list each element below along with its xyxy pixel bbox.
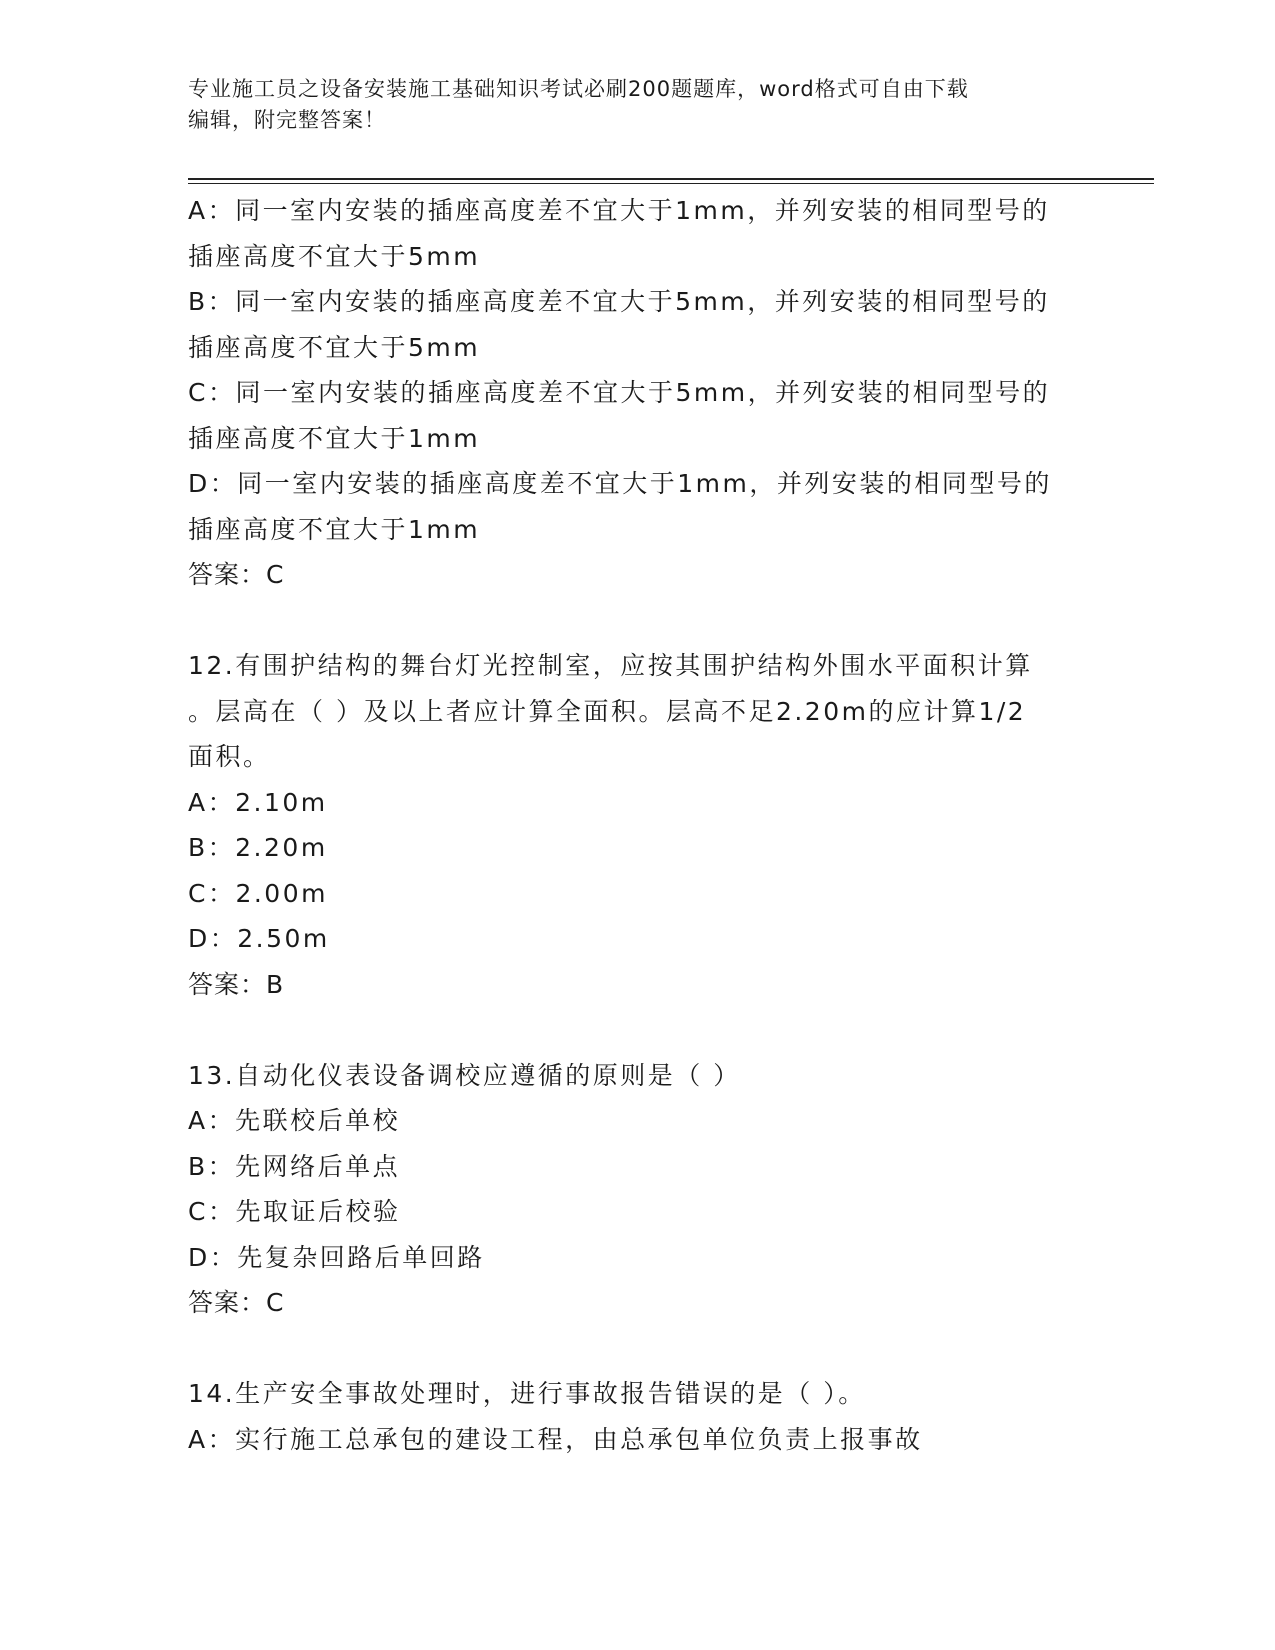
- option-c-line-2: 插座高度不宜大于1mm: [188, 423, 481, 453]
- spacer: [188, 1326, 1088, 1372]
- option-d: D：先复杂回路后单回路: [188, 1242, 485, 1272]
- option-d-line-2: 插座高度不宜大于1mm: [188, 514, 481, 544]
- option-d: D：2.50m: [188, 924, 330, 953]
- option-a: A：先联校后单校: [188, 1106, 401, 1135]
- question-13: [188, 1053, 1088, 1326]
- option-b: B：2.20m: [188, 833, 328, 862]
- answer-label: 答案：B: [188, 969, 285, 999]
- document-header: [188, 74, 1078, 136]
- question-12: [188, 643, 1088, 1007]
- header-divider-thin: [188, 183, 1154, 184]
- option-a-line-1: A：同一室内安装的插座高度差不宜大于1mm，并列安装的相同型号的: [188, 196, 1050, 225]
- question-11: [188, 188, 1088, 598]
- question-text: 13.自动化仪表设备调校应遵循的原则是（ ）: [188, 1060, 741, 1090]
- option-b-line-2: 插座高度不宜大于5mm: [188, 332, 481, 362]
- question-14: [188, 1371, 1088, 1462]
- header-title-line-2: 编辑，附完整答案！: [188, 108, 386, 132]
- option-b: B：先网络后单点: [188, 1151, 401, 1181]
- header-divider-thick: [188, 178, 1154, 180]
- option-d-line-1: D：同一室内安装的插座高度差不宜大于1mm，并列安装的相同型号的: [188, 469, 1052, 498]
- option-a: A：2.10m: [188, 787, 328, 817]
- answer-label: 答案：C: [188, 1288, 285, 1317]
- answer-label: 答案：C: [188, 560, 285, 589]
- spacer: [188, 598, 1088, 644]
- option-c: C：先取证后校验: [188, 1197, 401, 1226]
- header-title-line-1: 专业施工员之设备安装施工基础知识考试必刷200题题库，word格式可自由下载: [188, 77, 969, 101]
- question-text-line-3: 面积。: [188, 742, 271, 771]
- question-list: [188, 188, 1088, 1462]
- option-a: A：实行施工总承包的建设工程，由总承包单位负责上报事故: [188, 1424, 923, 1454]
- question-text-line-1: 12.有围护结构的舞台灯光控制室，应按其围护结构外围水平面积计算: [188, 651, 1033, 680]
- option-c-line-1: C：同一室内安装的插座高度差不宜大于5mm，并列安装的相同型号的: [188, 378, 1051, 407]
- option-a-line-2: 插座高度不宜大于5mm: [188, 241, 481, 271]
- spacer: [188, 1007, 1088, 1053]
- option-b-line-1: B：同一室内安装的插座高度差不宜大于5mm，并列安装的相同型号的: [188, 287, 1050, 316]
- question-text-line-2: 。层高在（ ）及以上者应计算全面积。层高不足2.20m的应计算1/2: [188, 696, 1027, 726]
- question-text: 14.生产安全事故处理时，进行事故报告错误的是（ ）。: [188, 1379, 866, 1408]
- option-c: C：2.00m: [188, 878, 328, 908]
